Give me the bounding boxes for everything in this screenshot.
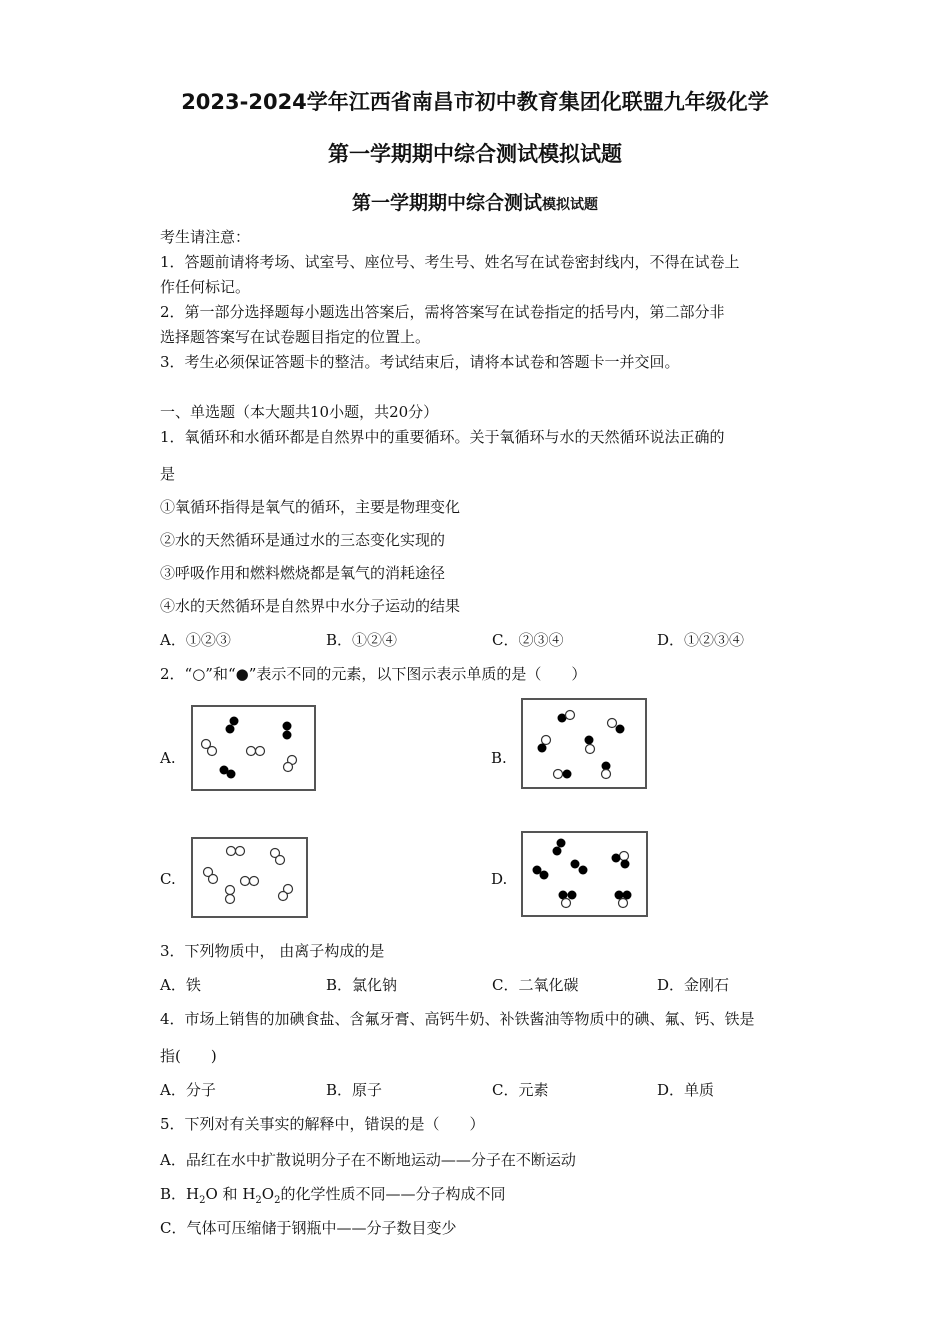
hollow-atom <box>602 770 611 779</box>
filled-atom <box>563 770 572 779</box>
q5-option-a: A．品红在水中扩散说明分子在不断地运动——分子在不断运动 <box>160 1151 576 1169</box>
q2-diagram-c-svg <box>193 839 306 916</box>
notice-item-1a: 1．答题前请将考场、试室号、座位号、考生号、姓名写在试卷密封线内，不得在试卷上 <box>160 253 740 271</box>
q5-option-b <box>160 1184 505 1211</box>
filled-atom <box>230 717 239 726</box>
q1-statement-4: ④水的天然循环是自然界中水分子运动的结果 <box>160 597 461 615</box>
q1-option-b: B．①②④ <box>326 631 398 649</box>
section-heading: 一、单选题（本大题共10小题，共20分） <box>160 403 439 421</box>
q5-b-pre: B．H <box>160 1185 200 1203</box>
notice-heading: 考生请注意： <box>160 228 251 246</box>
hollow-atom <box>241 877 250 886</box>
title-line-3 <box>0 188 950 215</box>
q5-b-sub3: 2 <box>274 1195 281 1206</box>
title-line-2: 第一学期期中综合测试模拟试题 <box>328 142 622 166</box>
q5-b-sub2: 2 <box>255 1195 262 1206</box>
hollow-atom <box>284 763 293 772</box>
filled-atom <box>616 725 625 734</box>
filled-atom <box>540 871 549 880</box>
notice-item-1b: 作任何标记。 <box>160 278 251 296</box>
q4-option-b: B．原子 <box>326 1081 383 1099</box>
q4-option-c: C．元素 <box>492 1081 549 1099</box>
q2-option-b-label: B. <box>491 749 507 767</box>
q4-option-d: D．单质 <box>657 1081 715 1099</box>
q4-stem-b: 指( ) <box>160 1047 217 1065</box>
q3-option-c: C．二氧化碳 <box>492 976 579 994</box>
q2-diagram-c <box>191 837 308 918</box>
filled-atom <box>227 770 236 779</box>
q5-option-c: C．气体可压缩储于钢瓶中——分子数目变少 <box>160 1219 457 1237</box>
filled-atom <box>226 725 235 734</box>
q3-option-b: B．氯化钠 <box>326 976 398 994</box>
hollow-atom <box>236 847 245 856</box>
hollow-atom <box>226 886 235 895</box>
filled-atom <box>283 731 292 740</box>
filled-atom <box>553 847 562 856</box>
hollow-atom <box>256 747 265 756</box>
q5-stem: 5．下列对有关事实的解释中，错误的是（ ） <box>160 1115 485 1133</box>
title-line-3-small: 模拟试题 <box>542 197 598 213</box>
q3-stem: 3．下列物质中， 由离子构成的是 <box>160 942 385 960</box>
filled-atom <box>557 839 566 848</box>
title-line-1: 2023-2024学年江西省南昌市初中教育集团化联盟九年级化学 <box>181 90 769 114</box>
filled-atom <box>283 722 292 731</box>
hollow-atom <box>276 856 285 865</box>
q1-option-c: C．②③④ <box>492 631 564 649</box>
q4-option-a: A．分子 <box>160 1081 216 1099</box>
hollow-atom <box>620 852 629 861</box>
q1-statement-2: ②水的天然循环是通过水的三态变化实现的 <box>160 531 446 549</box>
q2-diagram-b-svg <box>523 700 645 787</box>
q2-diagram-b <box>521 698 647 789</box>
hollow-atom <box>227 847 236 856</box>
notice-item-2b: 选择题答案写在试卷题目指定的位置上。 <box>160 328 431 346</box>
q2-option-a-label: A. <box>160 749 176 767</box>
q5-b-mid: O 和 H <box>205 1185 256 1203</box>
filled-atom <box>621 860 630 869</box>
hollow-atom <box>542 736 551 745</box>
filled-atom <box>585 736 594 745</box>
hollow-atom <box>279 892 288 901</box>
q1-statement-1: ①氧循环指得是氧气的循环，主要是物理变化 <box>160 498 461 516</box>
q1-option-a: A．①②③ <box>160 631 231 649</box>
hollow-atom <box>554 770 563 779</box>
hollow-atom <box>209 875 218 884</box>
hollow-atom <box>608 719 617 728</box>
filled-atom <box>538 744 547 753</box>
hollow-atom <box>586 745 595 754</box>
q2-diagram-a-svg <box>193 707 314 789</box>
q1-stem-a: 1．氧循环和水循环都是自然界中的重要循环。关于氧循环与水的天然循环说法正确的 <box>160 428 725 446</box>
notice-item-2a: 2．第一部分选择题每小题选出答案后，需将答案写在试卷指定的括号内，第二部分非 <box>160 303 725 321</box>
hollow-atom <box>562 899 571 908</box>
q2-option-c-label: C. <box>160 870 176 888</box>
q3-option-d: D．金刚石 <box>657 976 730 994</box>
hollow-atom <box>247 747 256 756</box>
q5-b-mid2: O <box>261 1185 275 1203</box>
filled-atom <box>568 891 577 900</box>
hollow-atom <box>208 747 217 756</box>
notice-item-3: 3．考生必须保证答题卡的整洁。考试结束后，请将本试卷和答题卡一并交回。 <box>160 353 680 371</box>
hollow-atom <box>619 899 628 908</box>
q4-stem-a: 4．市场上销售的加碘食盐、含氟牙膏、高钙牛奶、补铁酱油等物质中的碘、氟、钙、铁是 <box>160 1010 755 1028</box>
title-line-3-main: 第一学期期中综合测试 <box>351 192 542 214</box>
filled-atom <box>571 860 580 869</box>
filled-atom <box>579 866 588 875</box>
q2-diagram-d-svg <box>523 833 646 915</box>
hollow-atom <box>226 895 235 904</box>
hollow-atom <box>250 877 259 886</box>
q1-option-d: D．①②③④ <box>657 631 745 649</box>
q3-option-a: A．铁 <box>160 976 201 994</box>
q1-statement-3: ③呼吸作用和燃料燃烧都是氧气的消耗途径 <box>160 564 446 582</box>
q2-diagram-d <box>521 831 648 917</box>
q5-b-sub1: 2 <box>199 1195 206 1206</box>
q2-stem: 2．“○”和“●”表示不同的元素，以下图示表示单质的是（ ） <box>160 665 587 683</box>
hollow-atom <box>566 711 575 720</box>
filled-atom <box>612 854 621 863</box>
q2-diagram-a <box>191 705 316 791</box>
q5-b-post: 的化学性质不同——分子构成不同 <box>280 1185 506 1203</box>
q2-option-d-label: D. <box>491 870 508 888</box>
q1-stem-b: 是 <box>160 465 176 483</box>
